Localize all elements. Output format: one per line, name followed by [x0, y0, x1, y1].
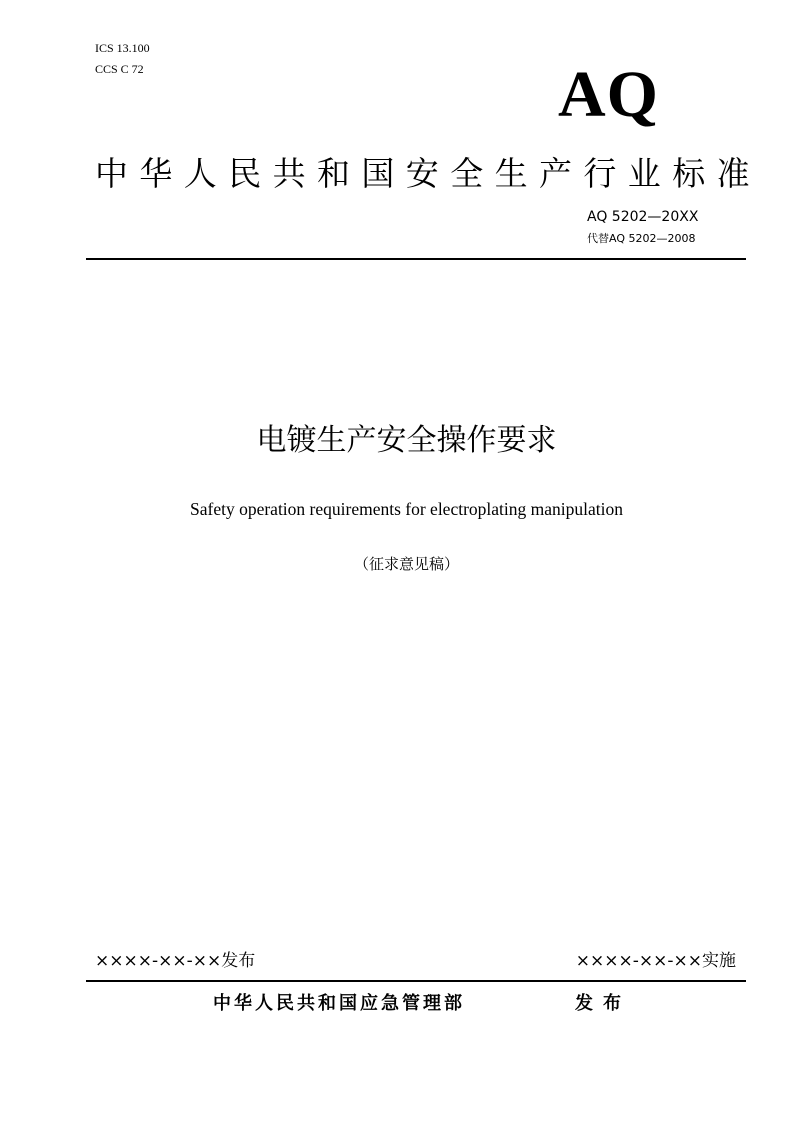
issue-date: ××××-××-××发布	[95, 951, 256, 971]
standard-number: AQ 5202—20XX	[587, 209, 699, 225]
replaces-standard: 代替AQ 5202—2008	[587, 232, 696, 245]
draft-status-label: （征求意见稿）	[353, 555, 459, 573]
document-title-cn: 电镀生产安全操作要求	[256, 423, 557, 458]
header-divider	[86, 258, 746, 260]
ics-code: ICS 13.100	[95, 41, 150, 55]
document-title-en: Safety operation requirements for electroplating manipulation	[190, 499, 623, 519]
publisher-action: 发布	[575, 993, 631, 1014]
standard-category-title: 中华人民共和国安全生产行业标准	[95, 154, 761, 193]
aq-logo: AQ	[558, 58, 659, 131]
implementation-date: ××××-××-××实施	[575, 951, 736, 971]
footer-divider	[86, 980, 746, 982]
publisher-name: 中华人民共和国应急管理部	[213, 993, 465, 1014]
ccs-code: CCS C 72	[95, 62, 144, 76]
